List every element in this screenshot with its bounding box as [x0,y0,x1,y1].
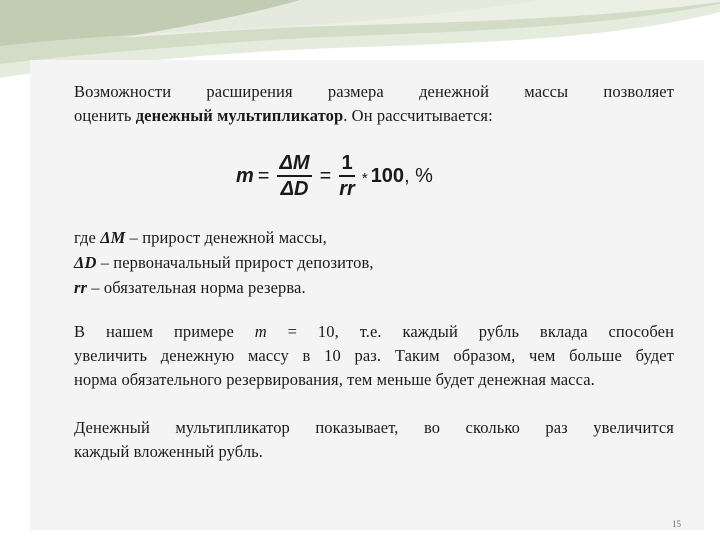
formula-m: m [236,164,254,187]
intro-tail: . Он рассчитывается: [343,106,493,125]
term-money-multiplier: денежный мультипликатор [135,106,344,125]
conclusion-paragraph [74,416,674,464]
fraction-denominator-rr: rr [339,178,355,200]
definition-item [74,226,674,251]
definition-symbol: ΔM [100,228,126,247]
definition-item [74,251,674,276]
formula-times: * [361,169,368,187]
definition-text: – прирост денежной массы, [125,228,327,247]
example-line-1 [74,320,674,344]
formula-unit: , % [404,164,433,187]
conclusion-line-2: каждый вложенный рубль. [74,442,264,461]
intro-text: оценить [74,106,132,125]
example-text: = 10, т.е. каждый рубль вклада способен [266,322,674,341]
multiplier-formula [236,150,433,202]
example-paragraph [74,320,674,392]
conclusion-line-1: Денежный мультипликатор показывает, во сколько раз увеличится [74,418,674,437]
example-line-2: увеличить денежную массу в 10 раз. Таким образом, чем больше будет [74,346,674,365]
intro-line-2 [74,104,674,128]
definitions-list [74,226,674,301]
formula-equals-2: = [319,164,332,187]
intro-paragraph [74,80,674,128]
definition-text: – обязательная норма резерва. [87,278,306,297]
definition-text: – первоначальный прирост депозитов, [96,253,374,272]
intro-line-1: Возможности расширения размера денежной массы позволяет [74,82,674,101]
formula-value: 100 [370,164,405,187]
example-var-m: m [254,322,267,341]
example-line-3: норма обязательного резервирования, тем меньше будет денежная масса. [74,370,595,389]
example-text: В нашем примере [74,322,255,341]
definition-symbol: ΔD [74,253,97,272]
definition-item [74,276,674,301]
fraction-numerator-dm: ΔM [277,152,311,177]
definition-prefix: где [74,228,101,247]
fraction-denominator-dd: ΔD [280,178,309,200]
fraction-numerator-1: 1 [339,152,354,177]
definition-symbol: rr [74,278,88,297]
slide-number: 15 [672,519,681,529]
fraction-dm-dd [277,152,311,200]
formula-equals-1: = [257,164,270,187]
fraction-1-rr [339,152,355,200]
